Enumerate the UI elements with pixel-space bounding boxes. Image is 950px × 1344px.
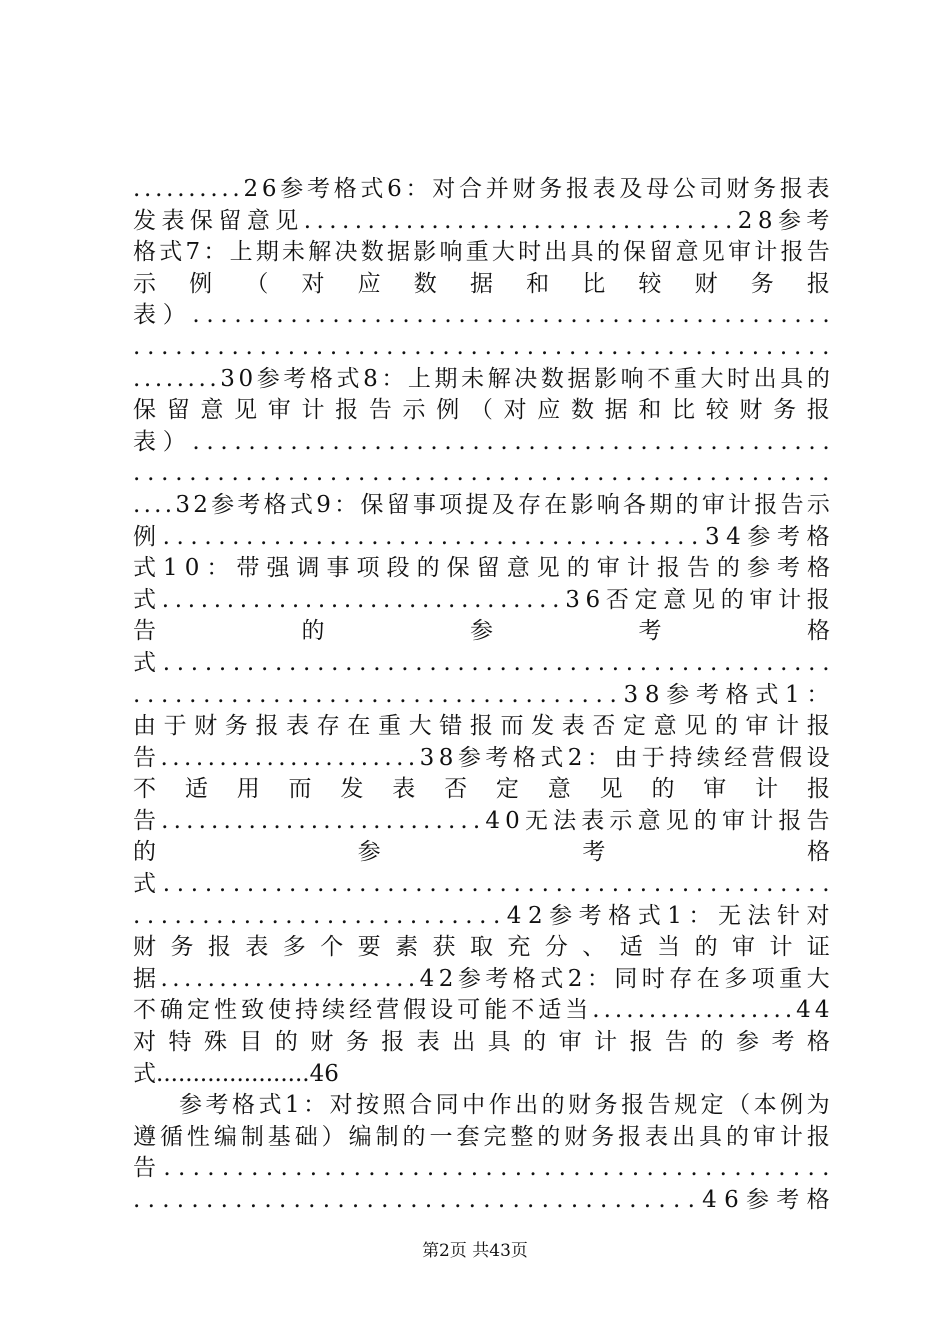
toc-line: 保 留 意 见 审 计 报 告 示 例 （ 对 应 数 据 和 比 较 财 务 报: [133, 397, 830, 424]
toc-line: 式 1 0 ： 带 强 调 事 项 段 的 保 留 意 见 的 审 计 报 告 的 参 考 格: [133, 555, 830, 582]
toc-line: . . . . . . . . . . . . . . . . . . . . . . . . . . . . . . . . . . . 3 8 参 考 格 式 1 ：: [133, 681, 830, 708]
toc-line: . . . . . . . . . . . . . . . . . . . . . . . . . . . . . . . . . . . . . . . . . . . . . . . . . .: [133, 333, 830, 360]
toc-line: . . . . . . . . . . . . . . . . . . . . . . . . . . . 4 2 参 考 格 式 1 ： 无 法 针 对: [133, 902, 830, 929]
toc-line: 例 . . . . . . . . . . . . . . . . . . . . . . . . . . . . . . . . . . . . . . . 3 4 参 考 格: [133, 523, 830, 550]
toc-line: 不 确 定 性 致 使 持 续 经 营 假 设 可 能 不 适 当 . . . . . . . . . . . . . . . . . . 4 4: [133, 997, 830, 1024]
toc-line: 式 . . . . . . . . . . . . . . . . . . . . . . . . . . . . . . . . . . . . . . . . . . . . . . . .: [133, 649, 830, 676]
toc-line: 格 式 7 ： 上 期 未 解 决 数 据 影 响 重 大 时 出 具 的 保 留 意 见 审 计 报 告: [133, 239, 830, 266]
toc-line: 参 考 格 式 1 ： 对 按 照 合 同 中 作 出 的 财 务 报 告 规 定 （ 本 例 为: [179, 1092, 830, 1119]
toc-line: 告 . . . . . . . . . . . . . . . . . . . . . . . . . . . . . . . . . . . . . . . . . . . . . .: [133, 1155, 830, 1182]
toc-line: 表 ） . . . . . . . . . . . . . . . . . . . . . . . . . . . . . . . . . . . . . . . . . . . . . .: [133, 302, 830, 329]
toc-line: 不 适 用 而 发 表 否 定 意 见 的 审 计 报: [133, 776, 830, 803]
toc-line: 告 . . . . . . . . . . . . . . . . . . . . . . 3 8 参 考 格 式 2 ： 由 于 持 续 经 营 假 设: [133, 744, 830, 771]
toc-line: . . . . . . . . . . . . . . . . . . . . . . . . . . . . . . . . . . . . . . . . . . . . . . . . . .: [133, 460, 830, 487]
toc-line: 式 . . . . . . . . . . . . . . . . . . . . . . . . . . . . . . . 3 6 否 定 意 见 的 审 计 报: [133, 586, 830, 613]
toc-line: 示 例 （ 对 应 数 据 和 比 较 财 务 报: [133, 270, 830, 297]
toc-line: 发 表 保 留 意 见 . . . . . . . . . . . . . . . . . . . . . . . . . . . . . . . . . . 2 8 参 考: [133, 207, 830, 234]
toc-line: 式 . . . . . . . . . . . . . . . . . . . . . 4 6: [133, 1060, 339, 1087]
toc-line: 财 务 报 表 多 个 要 素 获 取 充 分 、 适 当 的 审 计 证: [133, 934, 830, 961]
toc-line: 遵 循 性 编 制 基 础 ） 编 制 的 一 套 完 整 的 财 务 报 表 出 具 的 审 计 报: [133, 1123, 830, 1150]
toc-line: . . . . . . . . . . 2 6 参 考 格 式 6 ： 对 合 并 财 务 报 表 及 母 公 司 财 务 报 表: [133, 176, 830, 202]
toc-line: 告 . . . . . . . . . . . . . . . . . . . . . . . . . . 4 0 无 法 表 示 意 见 的 审 计 报 告: [133, 807, 830, 834]
toc-line: 式 . . . . . . . . . . . . . . . . . . . . . . . . . . . . . . . . . . . . . . . . . . . . . . . .: [133, 871, 830, 898]
toc-line: 表 ） . . . . . . . . . . . . . . . . . . . . . . . . . . . . . . . . . . . . . . . . . . . . . .: [133, 428, 830, 455]
page-footer: 第2页 共43页: [422, 1241, 528, 1261]
toc-line: 据 . . . . . . . . . . . . . . . . . . . . . . 4 2 参 考 格 式 2 ： 同 时 存 在 多 项 重 大: [133, 965, 830, 992]
document-body: [133, 174, 830, 1217]
toc-line: . . . . 3 2 参 考 格 式 9 ： 保 留 事 项 提 及 存 在 影 响 各 期 的 审 计 报 告 示: [133, 491, 830, 518]
toc-line: 由 于 财 务 报 表 存 在 重 大 错 报 而 发 表 否 定 意 见 的 审 计 报: [133, 713, 830, 740]
toc-line: . . . . . . . . . . . . . . . . . . . . . . . . . . . . . . . . . . . . . . . 4 6 参 考 格: [133, 1187, 830, 1213]
toc-line: 对 特 殊 目 的 财 务 报 表 出 具 的 审 计 报 告 的 参 考 格: [133, 1029, 830, 1056]
toc-line: 告 的 参 考 格: [133, 618, 830, 645]
toc-line: 的 参 考 格: [133, 839, 830, 866]
toc-line: . . . . . . . . 3 0 参 考 格 式 8 ： 上 期 未 解 决 数 据 影 响 不 重 大 时 出 具 的: [133, 365, 830, 392]
